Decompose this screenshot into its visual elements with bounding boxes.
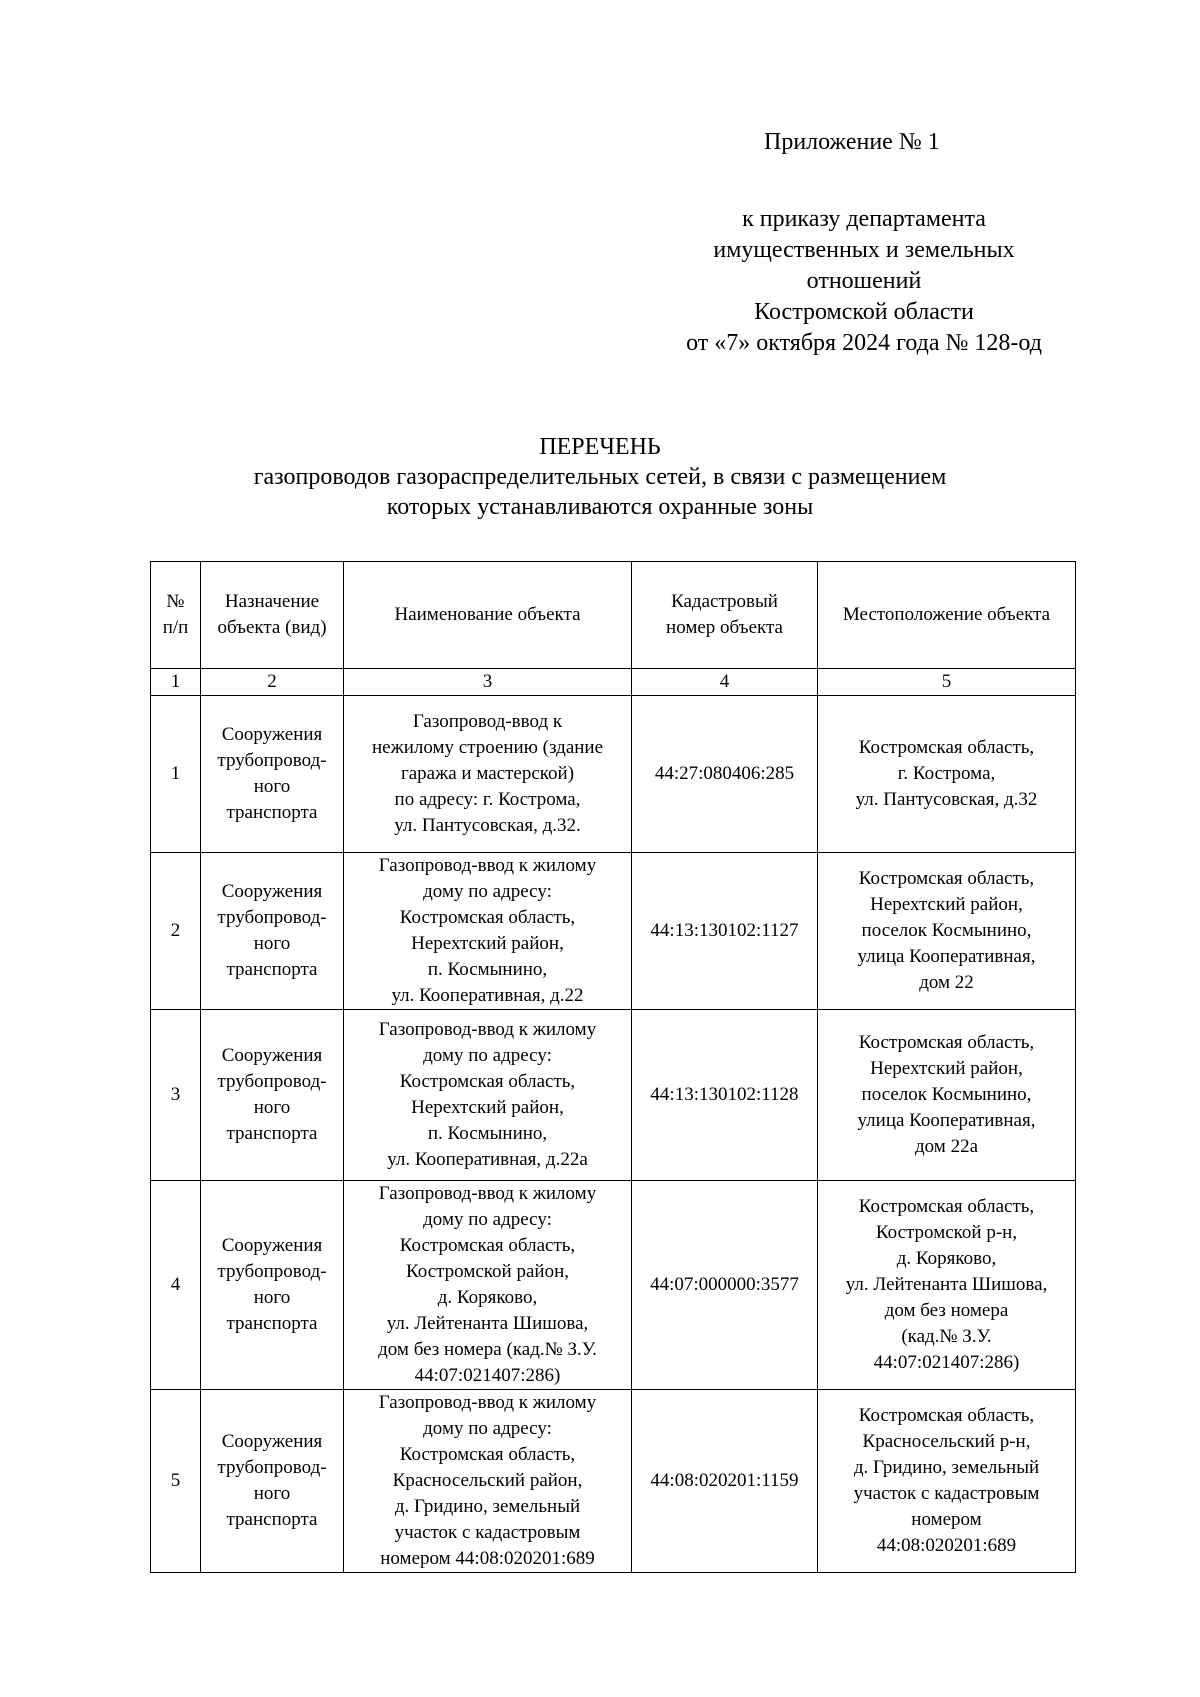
column-number: 2 <box>201 669 344 696</box>
column-number: 4 <box>632 669 818 696</box>
row-number: 3 <box>151 1010 201 1181</box>
row-object-type: Сооружения трубопровод- ного транспорта <box>201 1010 344 1181</box>
row-object-name: Газопровод-ввод к жилому дому по адресу: Костромская область, Костромской район, д. Коряково, ул. Лейтенанта Шишова, дом без номера (кад.№ З.У. 44:07:021407:286) <box>344 1181 632 1390</box>
row-object-name: Газопровод-ввод к жилому дому по адресу: Костромская область, Нерехтский район, п. Космынино, ул. Кооперативная, д.22 <box>344 853 632 1010</box>
row-location: Костромская область, Костромской р-н, д. Коряково, ул. Лейтенанта Шишова, дом без номера (кад.№ З.У. 44:07:021407:286) <box>818 1181 1076 1390</box>
table-row <box>151 1390 1076 1573</box>
row-object-type: Сооружения трубопровод- ного транспорта <box>201 1181 344 1390</box>
order-line: от «7» октября 2024 года № 128-од <box>686 330 1042 356</box>
order-line: имущественных и земельных <box>713 237 1015 263</box>
row-location: Костромская область, Нерехтский район, поселок Космынино, улица Кооперативная, дом 22а <box>818 1010 1076 1181</box>
row-number: 5 <box>151 1390 201 1573</box>
row-cadastral-number: 44:07:000000:3577 <box>632 1181 818 1390</box>
document-title: ПЕРЕЧЕНЬ <box>539 434 661 460</box>
appendix-number: Приложение № 1 <box>764 129 940 155</box>
header-cadastral-number: Кадастровый номер объекта <box>632 562 818 669</box>
row-object-name: Газопровод-ввод к жилому дому по адресу: Костромская область, Нерехтский район, п. Космынино, ул. Кооперативная, д.22а <box>344 1010 632 1181</box>
column-number: 1 <box>151 669 201 696</box>
header-number: № п/п <box>151 562 201 669</box>
row-cadastral-number: 44:13:130102:1127 <box>632 853 818 1010</box>
row-object-type: Сооружения трубопровод- ного транспорта <box>201 853 344 1010</box>
table-row <box>151 1181 1076 1390</box>
header-object-name: Наименование объекта <box>344 562 632 669</box>
document-subtitle-line: газопроводов газораспределительных сетей, в связи с размещением <box>253 464 947 490</box>
order-reference <box>644 204 1084 359</box>
row-object-name: Газопровод-ввод к жилому дому по адресу: Костромская область, Красносельский район, д. Гридино, земельный участок с кадастровым номером 44:08:020201:689 <box>344 1390 632 1573</box>
row-number: 4 <box>151 1181 201 1390</box>
header-location: Местоположение объекта <box>818 562 1076 669</box>
row-cadastral-number: 44:08:020201:1159 <box>632 1390 818 1573</box>
row-object-name: Газопровод-ввод к нежилому строению (здание гаража и мастерской) по адресу: г. Кострома, ул. Пантусовская, д.32. <box>344 696 632 853</box>
header-object-type: Назначение объекта (вид) <box>201 562 344 669</box>
column-number-row <box>151 669 1076 696</box>
row-object-type: Сооружения трубопровод- ного транспорта <box>201 696 344 853</box>
table-header-row <box>151 562 1076 669</box>
column-number: 3 <box>344 669 632 696</box>
order-line: к приказу департамента <box>742 206 986 232</box>
table-row <box>151 853 1076 1010</box>
row-location: Костромская область, г. Кострома, ул. Пантусовская, д.32 <box>818 696 1076 853</box>
row-location: Костромская область, Нерехтский район, поселок Космынино, улица Кооперативная, дом 22 <box>818 853 1076 1010</box>
row-number: 2 <box>151 853 201 1010</box>
order-line: отношений <box>806 268 922 294</box>
row-number: 1 <box>151 696 201 853</box>
column-number: 5 <box>818 669 1076 696</box>
row-location: Костромская область, Красносельский р-н, д. Гридино, земельный участок с кадастровым номером 44:08:020201:689 <box>818 1390 1076 1573</box>
table-row <box>151 1010 1076 1181</box>
row-object-type: Сооружения трубопровод- ного транспорта <box>201 1390 344 1573</box>
gas-pipelines-table <box>150 561 1076 1573</box>
table-row <box>151 696 1076 853</box>
order-line: Костромской области <box>754 299 974 325</box>
document-heading <box>0 432 1200 522</box>
document-subtitle-line: которых устанавливаются охранные зоны <box>386 494 814 520</box>
row-cadastral-number: 44:13:130102:1128 <box>632 1010 818 1181</box>
row-cadastral-number: 44:27:080406:285 <box>632 696 818 853</box>
